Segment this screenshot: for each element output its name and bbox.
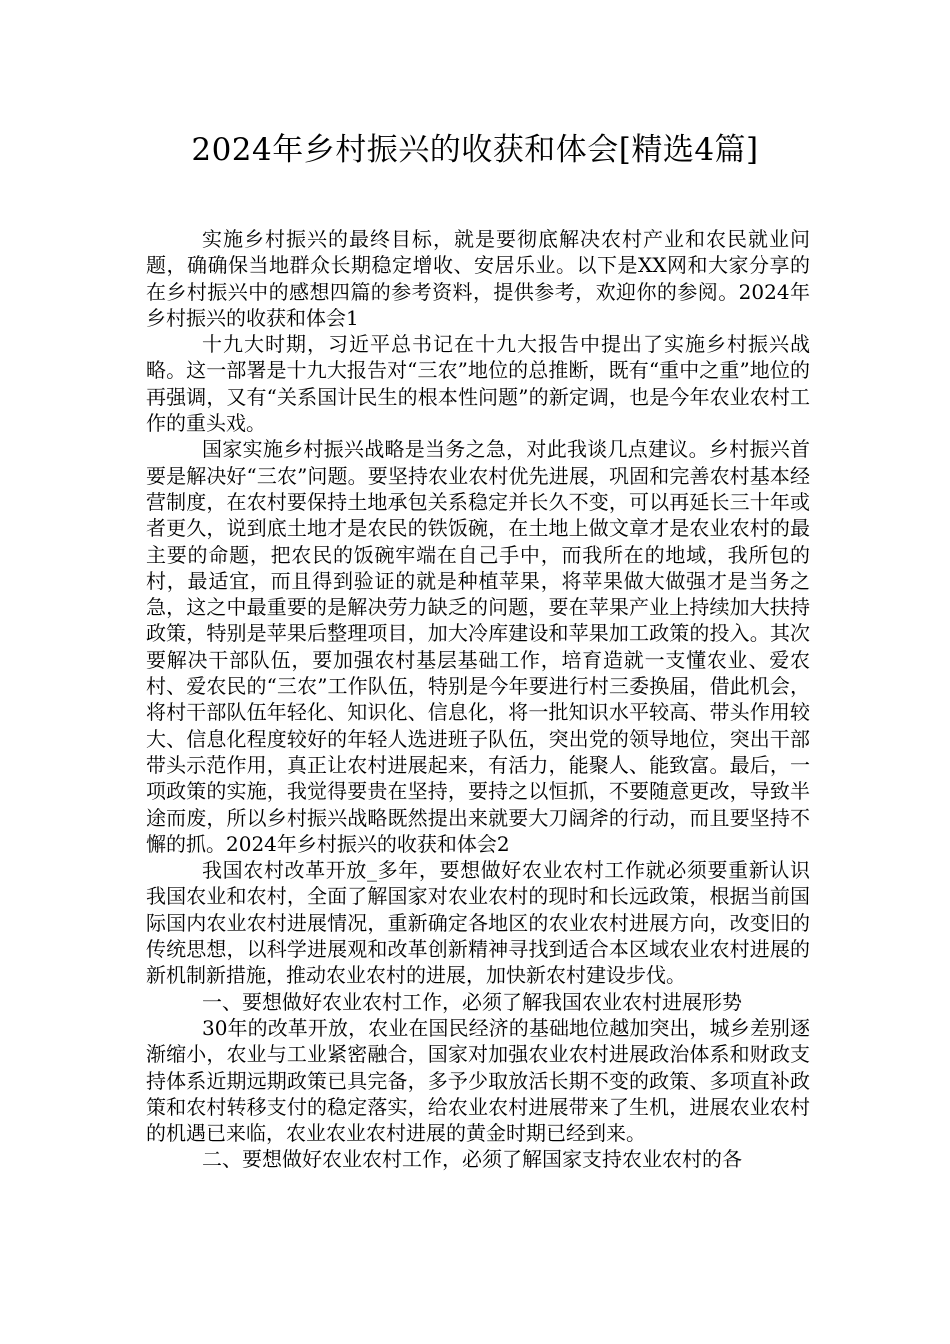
- paragraph-two: 十九大时期，习近平总书记在十九大报告中提出了实施乡村振兴战略。这一部署是十九大报告对“三农”地位的总推断，既有“重中之重”地位的再强调，又有“关系国计民生的根本性问题”的新定调，也是今年农业农村工作的重头戏。: [146, 332, 810, 436]
- paragraph-four: 我国农村改革开放_多年，要想做好农业农村工作就必须要重新认识我国农业和农村，全面了解国家对农业农村的现时和长远政策，根据当前国际国内农业农村进展情况，重新确定各地区的农业农村进展方向，改变旧的传统思想，以科学进展观和改革创新精神寻找到适合本区域农业农村进展的新机制新措施，推动农业农村的进展，加快新农村建设步伐。: [146, 858, 810, 988]
- document-body: [146, 226, 810, 1173]
- section-heading-two: 二、要想做好农业农村工作，必须了解国家支持农业农村的各: [202, 1147, 742, 1172]
- section-heading-one: 一、要想做好农业农村工作，必须了解我国农业农村进展形势: [202, 989, 742, 1014]
- document-title: 2024年乡村振兴的收获和体会[精选4篇]: [191, 132, 759, 168]
- paragraph-three: 国家实施乡村振兴战略是当务之急，对此我谈几点建议。乡村振兴首要是解决好“三农”问题。要坚持农业农村优先进展，巩固和完善农村基本经营制度，在农村要保持土地承包关系稳定并长久不变，可以再延长三十年或者更久，说到底土地才是农民的铁饭碗，在土地上做文章才是农业农村的最主要的命题，把农民的饭碗牢端在自己手中，而我所在的地域，我所包的村，最适宜，而且得到验证的就是种植苹果，将苹果做大做强才是当务之急，这之中最重要的是解决劳力缺乏的问题，要在苹果产业上持续加大扶持政策，特别是苹果后整理项目，加大冷库建设和苹果加工政策的投入。其次要解决干部队伍，要加强农村基层基础工作，培育造就一支懂农业、爱农村、爱农民的“三农”工作队伍，特别是今年要进行村三委换届，借此机会，将村干部队伍年轻化、知识化、信息化，将一批知识水平较高、带头作用较大、信息化程度较好的年轻人选进班子队伍，突出党的领导地位，突出干部带头示范作用，真正让农村进展起来，有活力，能聚人、能致富。最后，一项政策的实施，我觉得要贵在坚持，要持之以恒抓，不要随意更改，导致半途而废，所以乡村振兴战略既然提出来就要大刀阔斧的行动，而且要坚持不懈的抓。2024年乡村振兴的收获和体会2: [146, 437, 810, 856]
- paragraph-five: 30年的改革开放，农业在国民经济的基础地位越加突出，城乡差别逐渐缩小，农业与工业紧密融合，国家对加强农业农村进展政治体系和财政支持体系近期远期政策已具完备，多予少取放活长期不变的政策、多项直补政策和农村转移支付的稳定落实，给农业农村进展带来了生机，进展农业农村的机遇已来临，农业农业农村进展的黄金时期已经到来。: [146, 1015, 810, 1146]
- paragraph-intro: 实施乡村振兴的最终目标，就是要彻底解决农村产业和农民就业问题，确确保当地群众长期稳定增收、安居乐业。以下是XX网和大家分享的在乡村振兴中的感想四篇的参考资料，提供参考，欢迎你的参阅。2024年乡村振兴的收获和体会1: [146, 227, 810, 330]
